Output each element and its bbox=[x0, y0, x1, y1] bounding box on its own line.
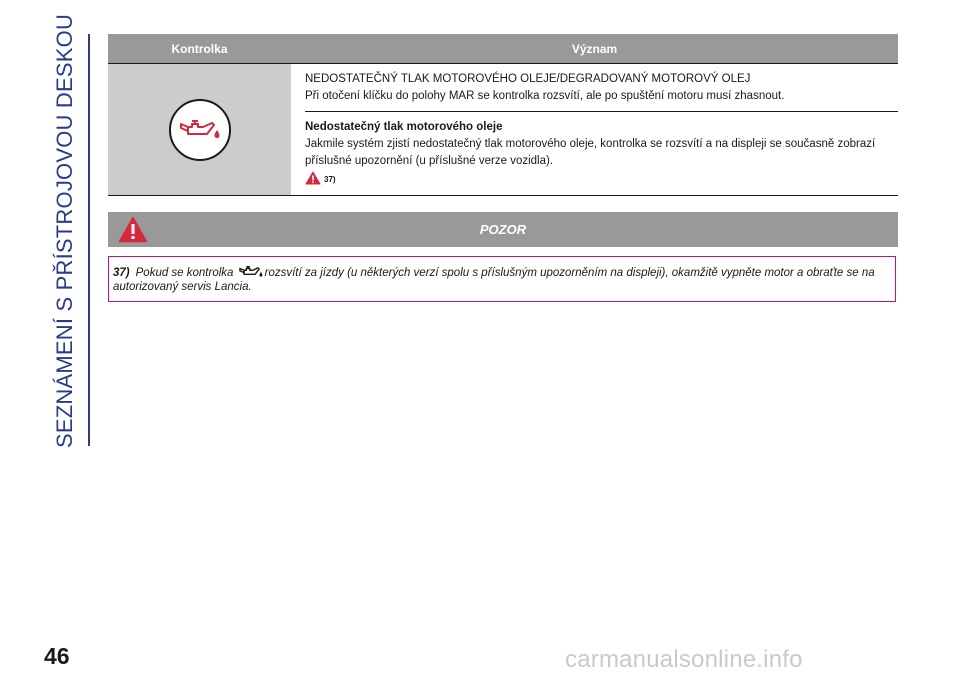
side-section-title: SEZNÁMENÍ S PŘÍSTROJOVOU DESKOU bbox=[52, 13, 77, 448]
warning-reference-link[interactable] bbox=[305, 171, 898, 185]
header-indicator: Kontrolka bbox=[171, 41, 228, 56]
indicator-table bbox=[108, 34, 898, 196]
note-text-after: rozsvítí za jízdy (u některých verzí spolu s příslušným upozorněním na displeji), okamžitě vypněte motor a obraťte se na autorizovaný servis Lancia. bbox=[113, 267, 875, 293]
block-title: NEDOSTATEČNÝ TLAK MOTOROVÉHO OLEJE/DEGRADOVANÝ MOTOROVÝ OLEJ bbox=[305, 73, 751, 85]
oil-pressure-inline-icon bbox=[238, 265, 264, 279]
reference-number: 37) bbox=[324, 175, 336, 184]
indicator-cell bbox=[108, 64, 291, 195]
watermark: carmanualsonline.info bbox=[565, 646, 803, 673]
table-header bbox=[108, 34, 898, 63]
meaning-block-general bbox=[305, 64, 898, 112]
note-reference-number: 37) bbox=[113, 267, 130, 279]
warning-triangle-icon bbox=[305, 171, 321, 185]
block-text: Při otočení klíčku do polohy MAR se kontrolka rozsvítí, ale po spuštění motoru musí zhasnout. bbox=[305, 90, 785, 102]
meaning-block-low-pressure bbox=[305, 112, 898, 191]
block-text: Jakmile systém zjistí nedostatečný tlak motorového oleje, kontrolka se rozsvítí a na displeji se současně zobrazí příslušné upozornění (u příslušné verze vozidla). bbox=[305, 138, 876, 167]
side-rule bbox=[88, 34, 90, 446]
table-row bbox=[108, 63, 898, 196]
meaning-cell bbox=[291, 64, 898, 195]
warning-note bbox=[108, 256, 896, 302]
header-meaning: Význam bbox=[571, 41, 618, 56]
warning-triangle-icon bbox=[118, 216, 148, 243]
note-text-before: Pokud se kontrolka bbox=[135, 267, 234, 279]
warning-header bbox=[108, 212, 898, 247]
page-number: 46 bbox=[44, 643, 70, 669]
warning-title: POZOR bbox=[479, 222, 527, 237]
oil-pressure-lamp-icon bbox=[169, 99, 231, 161]
block-heading: Nedostatečný tlak motorového oleje bbox=[305, 121, 503, 133]
